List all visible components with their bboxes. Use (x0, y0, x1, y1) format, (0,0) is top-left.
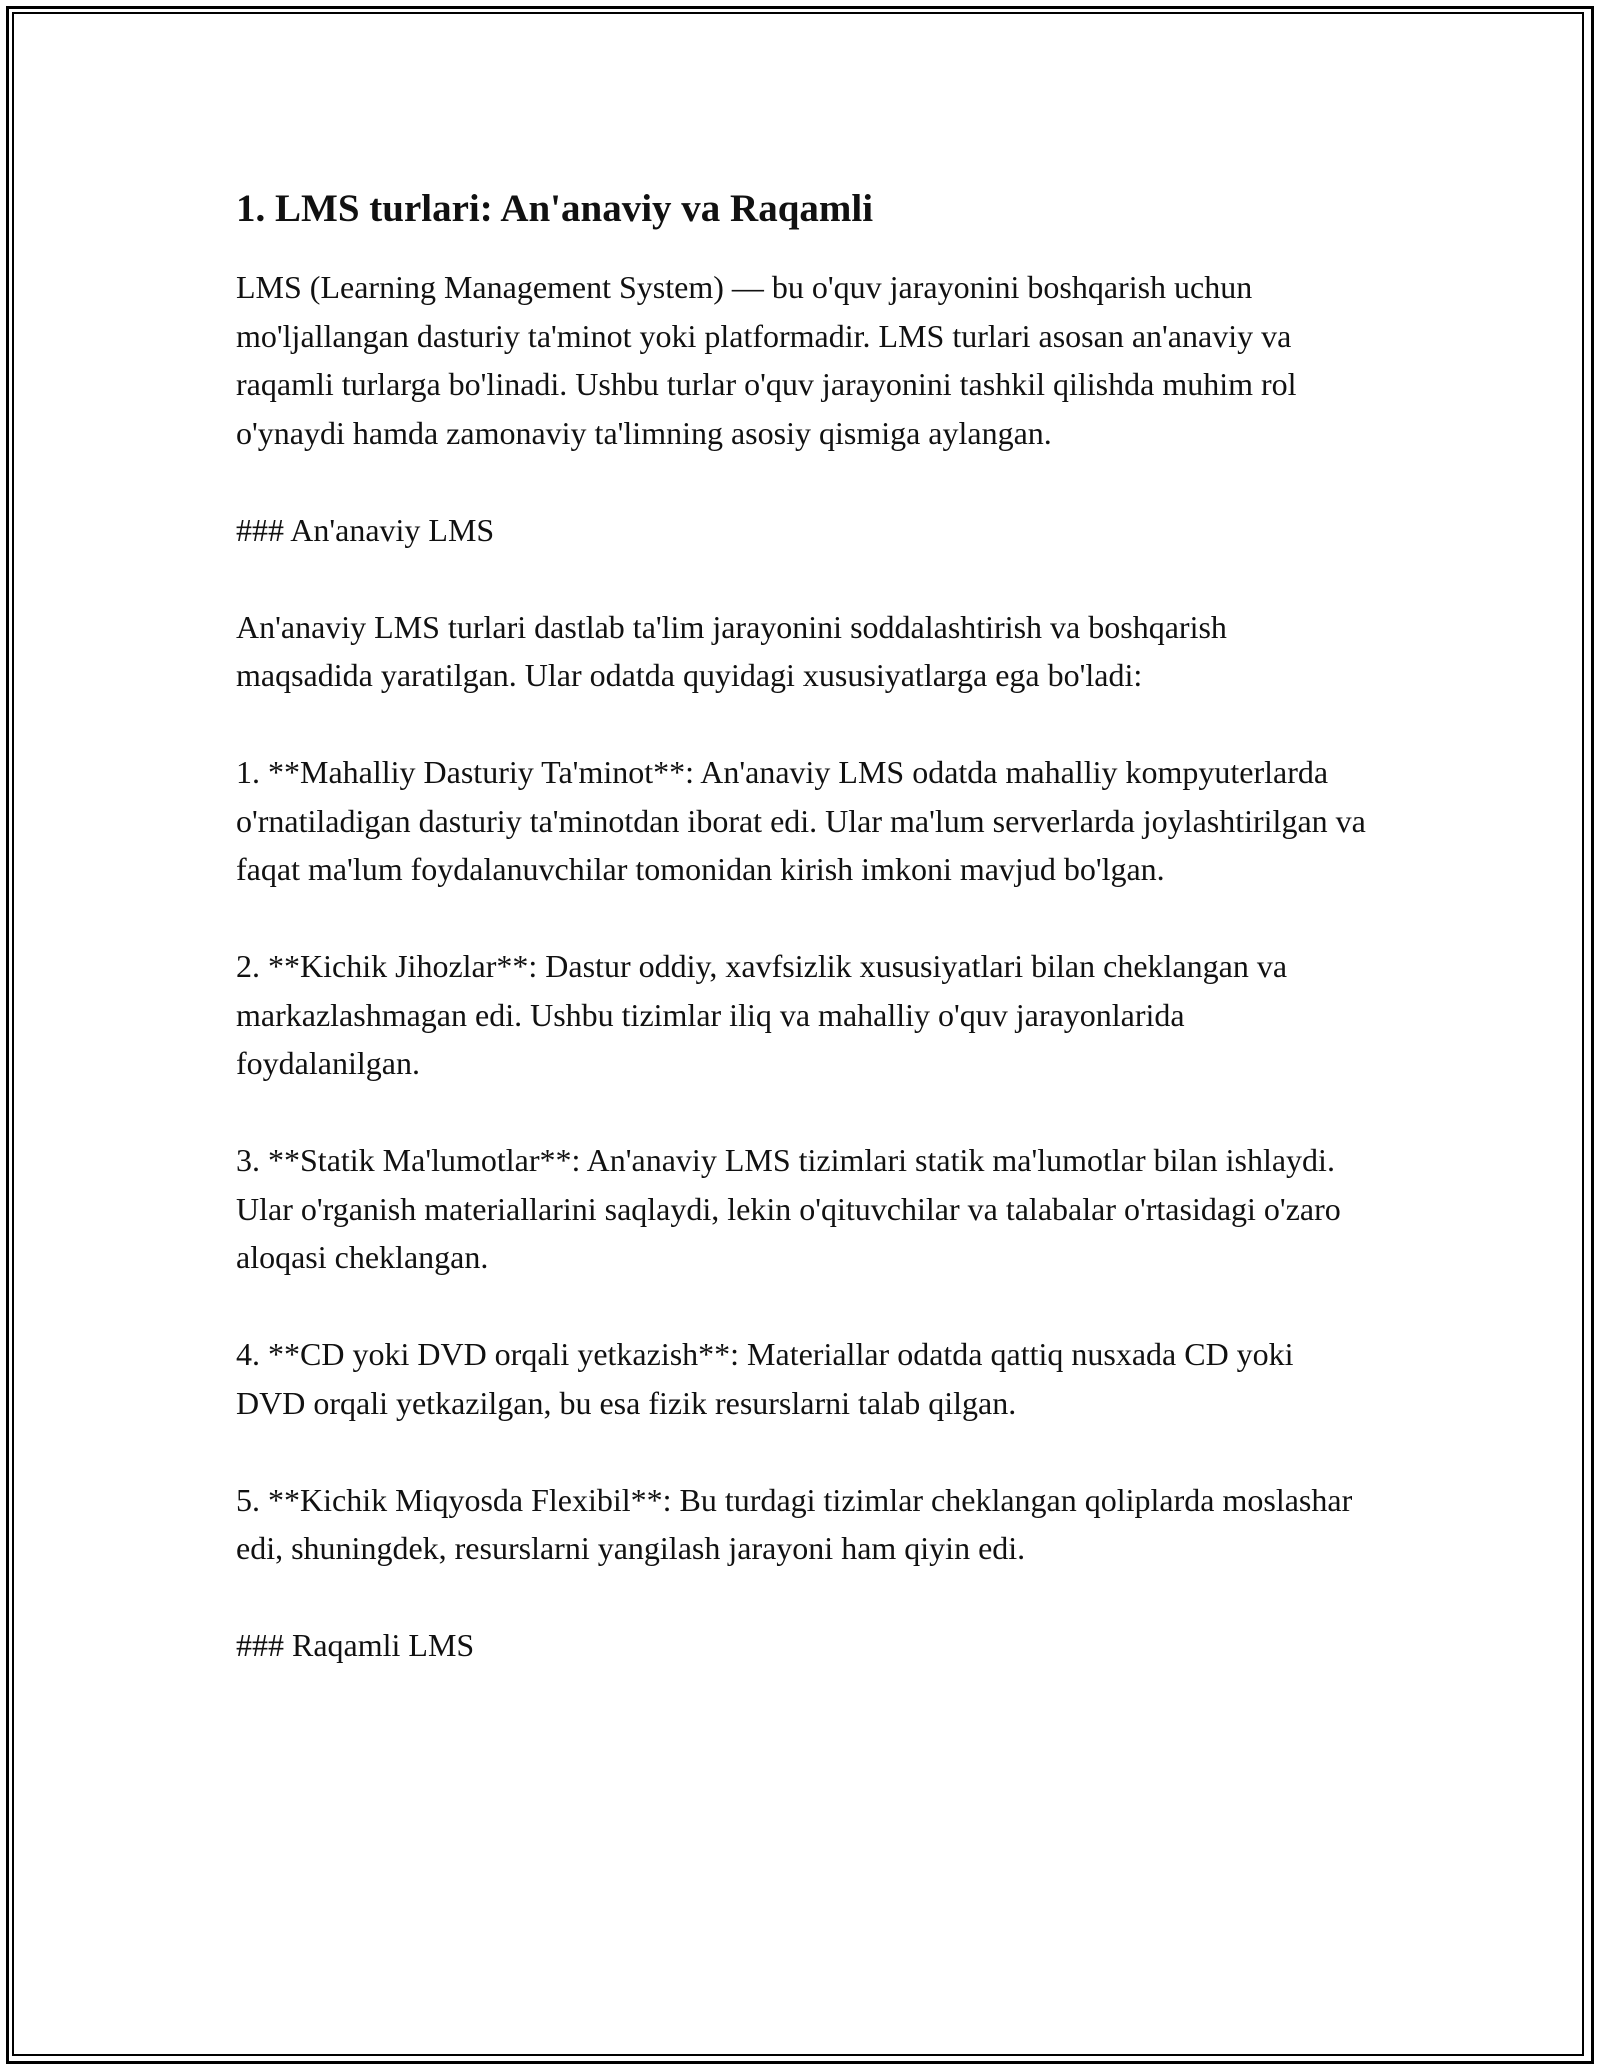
list-item-small-equipment: 2. **Kichik Jihozlar**: Dastur oddiy, xavfsizlik xususiyatlari bilan cheklangan va markazlashmagan edi. Ushbu tizimlar iliq va mahalliy o'quv jarayonlarida foydalanilgan. (236, 948, 1288, 1081)
list-item-small-scale-flexible: 5. **Kichik Miqyosda Flexibil**: Bu turdagi tizimlar cheklangan qoliplarda moslashar edi, shuningdek, resurslarni yangilash jarayoni ham qiyin edi. (236, 1481, 1353, 1566)
document-body (236, 185, 1366, 1718)
subheading-digital-lms: ### Raqamli LMS (236, 1627, 475, 1663)
subheading-traditional-lms: ### An'anaviy LMS (236, 511, 495, 548)
list-item-static-data: 3. **Statik Ma'lumotlar**: An'anaviy LMS tizimlari statik ma'lumotlar bilan ishlaydi. Ular o'rganish materiallarini saqlaydi, lekin o'qituvchilar va talabalar o'rtasidagi o'zaro aloqasi cheklangan. (236, 1142, 1341, 1275)
document-heading: 1. LMS turlari: An'anaviy va Raqamli (236, 187, 874, 230)
list-item-local-software: 1. **Mahalliy Dasturiy Ta'minot**: An'anaviy LMS odatda mahalliy kompyuterlarda o'rnatiladigan dasturiy ta'minotdan iborat edi. Ular ma'lum serverlarda joylashtirilgan va faqat ma'lum foydalanuvchilar tomonidan kirish imkoni mavjud bo'lgan. (236, 754, 1366, 887)
traditional-lms-paragraph: An'anaviy LMS turlari dastlab ta'lim jarayonini soddalashtirish va boshqarish maqsadida yaratilgan. Ular odatda quyidagi xususiyatlarga ega bo'ladi: (236, 608, 1227, 693)
intro-paragraph: LMS (Learning Management System) — bu o'quv jarayonini boshqarish uchun mo'ljallangan dasturiy ta'minot yoki platformadir. LMS turlari asosan an'anaviy va raqamli turlarga bo'linadi. Ushbu turlar o'quv jarayonini tashkil qilishda muhim rol o'ynaydi hamda zamonaviy ta'limning asosiy qismiga aylangan. (236, 269, 1297, 451)
list-item-cd-dvd-delivery: 4. **CD yoki DVD orqali yetkazish**: Materiallar odatda qattiq nusxada CD yoki DVD orqali yetkazilgan, bu esa fizik resurslarni talab qilgan. (236, 1336, 1294, 1421)
